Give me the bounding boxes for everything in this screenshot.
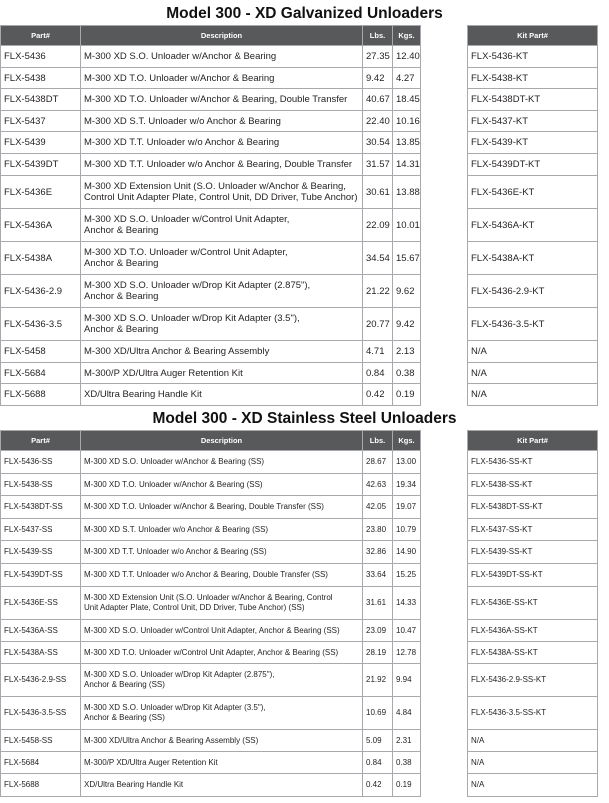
table-row [1,474,421,496]
part-number-cell: FLX-5458 [1,341,81,363]
weight-kgs-cell: 15.25 [393,564,421,587]
table-row [1,587,421,620]
description-cell: M-300 XD S.O. Unloader w/Drop Kit Adapter (2.875"), Anchor & Bearing [81,275,363,308]
stainless-title: Model 300 - XD Stainless Steel Unloaders [152,410,457,427]
weight-kgs-cell: 10.47 [393,620,421,642]
weight-lbs-cell: 30.61 [363,176,393,209]
table-row [468,68,598,89]
kit-part-cell: N/A [468,384,598,406]
weight-kgs-cell: 14.90 [393,541,421,564]
weight-kgs-cell: 19.34 [393,474,421,496]
table-row [468,541,598,564]
description-cell: M-300 XD Extension Unit (S.O. Unloader w/Anchor & Bearing, Control Unit Adapter Plate, Control Unit, DD Driver, Tube Anchor) (SS) [81,587,363,620]
kit-part-cell: FLX-5436-2.9-KT [468,275,598,308]
lbs-header: Lbs. [363,26,393,46]
weight-kgs-cell: 10.79 [393,519,421,541]
table-row [1,496,421,519]
kit-part-cell: FLX-5436-KT [468,46,598,68]
kit-part-cell: FLX-5436E-KT [468,176,598,209]
weight-lbs-cell: 0.42 [363,774,393,797]
weight-lbs-cell: 23.80 [363,519,393,541]
part-number-cell: FLX-5436 [1,46,81,68]
weight-kgs-cell: 18.45 [393,89,421,111]
table-row [468,752,598,774]
galvanized-title: Model 300 - XD Galvanized Unloaders [166,5,443,22]
table-row [468,46,598,68]
weight-kgs-cell: 9.94 [393,664,421,697]
table-row [468,341,598,363]
table-row [1,242,421,275]
description-cell: M-300 XD T.O. Unloader w/Control Unit Adapter, Anchor & Bearing [81,242,363,275]
part-number-cell: FLX-5436E [1,176,81,209]
weight-lbs-cell: 28.19 [363,642,393,664]
description-cell: XD/Ultra Bearing Handle Kit [81,384,363,406]
part-number-cell: FLX-5439 [1,132,81,154]
description-cell: M-300 XD T.T. Unloader w/o Anchor & Bearing (SS) [81,541,363,564]
table-row [468,275,598,308]
part-number-cell: FLX-5437 [1,111,81,132]
weight-lbs-cell: 34.54 [363,242,393,275]
table-row [468,474,598,496]
part-number-cell: FLX-5436-2.9 [1,275,81,308]
table-row [1,176,421,209]
weight-lbs-cell: 42.05 [363,496,393,519]
kit-part-cell: FLX-5437-KT [468,111,598,132]
table-row [1,154,421,176]
weight-lbs-cell: 30.54 [363,132,393,154]
kit-part-header: Kit Part# [468,431,598,451]
table-row [1,697,421,730]
weight-kgs-cell: 4.27 [393,68,421,89]
kit-part-cell: FLX-5438-SS-KT [468,474,598,496]
weight-lbs-cell: 0.84 [363,752,393,774]
weight-lbs-cell: 33.64 [363,564,393,587]
table-row [468,451,598,474]
kit-part-cell: FLX-5438-KT [468,68,598,89]
weight-kgs-cell: 13.85 [393,132,421,154]
weight-kgs-cell: 12.78 [393,642,421,664]
part-number-cell: FLX-5688 [1,384,81,406]
table-row [1,384,421,406]
table-row [468,697,598,730]
table-row [1,564,421,587]
table-row [468,564,598,587]
description-cell: M-300 XD S.O. Unloader w/Anchor & Bearing [81,46,363,68]
table-row [468,308,598,341]
description-cell: M-300 XD T.T. Unloader w/o Anchor & Bearing, Double Transfer [81,154,363,176]
table-row [1,46,421,68]
table-row [1,89,421,111]
kit-part-cell: FLX-5436-3.5-SS-KT [468,697,598,730]
part-number-cell: FLX-5436E-SS [1,587,81,620]
weight-kgs-cell: 13.00 [393,451,421,474]
kit-part-cell: FLX-5438A-SS-KT [468,642,598,664]
description-cell: M-300 XD T.O. Unloader w/Anchor & Bearing, Double Transfer (SS) [81,496,363,519]
weight-kgs-cell: 10.01 [393,209,421,242]
lbs-header: Lbs. [363,431,393,451]
weight-lbs-cell: 27.35 [363,46,393,68]
weight-lbs-cell: 5.09 [363,730,393,752]
part-number-cell: FLX-5439DT-SS [1,564,81,587]
description-cell: M-300 XD/Ultra Anchor & Bearing Assembly (SS) [81,730,363,752]
weight-kgs-cell: 12.40 [393,46,421,68]
stainless-kit-table [467,430,598,797]
part-number-cell: FLX-5436-SS [1,451,81,474]
table-row [468,664,598,697]
weight-kgs-cell: 15.67 [393,242,421,275]
description-cell: M-300 XD Extension Unit (S.O. Unloader w/Anchor & Bearing, Control Unit Adapter Plate, Control Unit, DD Driver, Tube Anchor) [81,176,363,209]
table-row [1,519,421,541]
table-row [468,730,598,752]
table-row [468,642,598,664]
part-number-cell: FLX-5439-SS [1,541,81,564]
kit-part-cell: FLX-5436A-SS-KT [468,620,598,642]
description-cell: M-300 XD S.O. Unloader w/Drop Kit Adapter (3.5"), Anchor & Bearing (SS) [81,697,363,730]
galvanized-kit-table [467,25,598,406]
weight-kgs-cell: 0.38 [393,752,421,774]
table-row [1,111,421,132]
kit-part-header: Kit Part# [468,26,598,46]
table-row [468,384,598,406]
table-row [1,308,421,341]
description-cell: XD/Ultra Bearing Handle Kit [81,774,363,797]
part-number-cell: FLX-5436-3.5 [1,308,81,341]
description-cell: M-300 XD S.O. Unloader w/Drop Kit Adapter (3.5"), Anchor & Bearing [81,308,363,341]
part-number-cell: FLX-5684 [1,363,81,384]
table-row [468,89,598,111]
weight-lbs-cell: 0.84 [363,363,393,384]
weight-lbs-cell: 20.77 [363,308,393,341]
weight-kgs-cell: 2.31 [393,730,421,752]
page-corner-mark [575,0,605,4]
part-number-cell: FLX-5438A-SS [1,642,81,664]
weight-lbs-cell: 31.61 [363,587,393,620]
table-row [468,176,598,209]
weight-kgs-cell: 10.16 [393,111,421,132]
description-cell: M-300 XD S.O. Unloader w/Drop Kit Adapter (2.875"), Anchor & Bearing (SS) [81,664,363,697]
weight-lbs-cell: 23.09 [363,620,393,642]
weight-kgs-cell: 14.31 [393,154,421,176]
part-header: Part# [1,431,81,451]
kit-part-cell: N/A [468,363,598,384]
part-number-cell: FLX-5436A-SS [1,620,81,642]
description-cell: M-300/P XD/Ultra Auger Retention Kit [81,363,363,384]
table-row [1,275,421,308]
part-number-cell: FLX-5438 [1,68,81,89]
kit-part-cell: FLX-5436-3.5-KT [468,308,598,341]
weight-lbs-cell: 28.67 [363,451,393,474]
weight-lbs-cell: 0.42 [363,384,393,406]
table-row [1,730,421,752]
kit-part-cell: N/A [468,341,598,363]
weight-lbs-cell: 9.42 [363,68,393,89]
description-cell: M-300 XD S.T. Unloader w/o Anchor & Bearing [81,111,363,132]
table-row [1,132,421,154]
part-number-cell: FLX-5438DT-SS [1,496,81,519]
galvanized-kit-header-row [468,26,598,46]
kit-part-cell: N/A [468,774,598,797]
weight-kgs-cell: 14.33 [393,587,421,620]
kgs-header: Kgs. [393,431,421,451]
kit-part-cell: FLX-5436-SS-KT [468,451,598,474]
part-number-cell: FLX-5438A [1,242,81,275]
kit-part-cell: N/A [468,752,598,774]
kit-part-cell: FLX-5436E-SS-KT [468,587,598,620]
table-row [1,642,421,664]
part-number-cell: FLX-5437-SS [1,519,81,541]
kit-part-cell: FLX-5436A-KT [468,209,598,242]
table-row [1,774,421,797]
weight-kgs-cell: 0.38 [393,363,421,384]
kit-part-cell: FLX-5437-SS-KT [468,519,598,541]
kit-part-cell: FLX-5439-KT [468,132,598,154]
part-number-cell: FLX-5438DT [1,89,81,111]
table-row [1,664,421,697]
stainless-kit-header-row [468,431,598,451]
description-cell: M-300 XD T.O. Unloader w/Anchor & Bearing, Double Transfer [81,89,363,111]
description-cell: M-300 XD S.O. Unloader w/Control Unit Adapter, Anchor & Bearing (SS) [81,620,363,642]
weight-lbs-cell: 4.71 [363,341,393,363]
weight-kgs-cell: 0.19 [393,774,421,797]
weight-kgs-cell: 19.07 [393,496,421,519]
table-row [468,154,598,176]
part-number-cell: FLX-5684 [1,752,81,774]
stainless-table [0,430,421,797]
weight-kgs-cell: 9.42 [393,308,421,341]
description-cell: M-300 XD T.T. Unloader w/o Anchor & Bearing, Double Transfer (SS) [81,564,363,587]
description-cell: M-300/P XD/Ultra Auger Retention Kit [81,752,363,774]
description-cell: M-300 XD S.T. Unloader w/o Anchor & Bearing (SS) [81,519,363,541]
part-header: Part# [1,26,81,46]
weight-kgs-cell: 9.62 [393,275,421,308]
part-number-cell: FLX-5458-SS [1,730,81,752]
part-number-cell: FLX-5436-2.9-SS [1,664,81,697]
table-row [468,209,598,242]
description-cell: M-300 XD T.T. Unloader w/o Anchor & Bearing [81,132,363,154]
part-number-cell: FLX-5438-SS [1,474,81,496]
weight-lbs-cell: 21.22 [363,275,393,308]
weight-kgs-cell: 13.88 [393,176,421,209]
kit-part-cell: FLX-5438DT-SS-KT [468,496,598,519]
table-row [468,519,598,541]
description-cell: M-300 XD T.O. Unloader w/Anchor & Bearing [81,68,363,89]
table-row [1,620,421,642]
part-number-cell: FLX-5439DT [1,154,81,176]
table-row [1,209,421,242]
kit-part-cell: FLX-5436-2.9-SS-KT [468,664,598,697]
description-cell: M-300 XD/Ultra Anchor & Bearing Assembly [81,341,363,363]
table-row [1,341,421,363]
weight-lbs-cell: 32.86 [363,541,393,564]
weight-lbs-cell: 22.40 [363,111,393,132]
weight-kgs-cell: 4.84 [393,697,421,730]
stainless-header-row [1,431,421,451]
description-cell: M-300 XD S.O. Unloader w/Anchor & Bearing (SS) [81,451,363,474]
table-row [468,774,598,797]
table-row [1,68,421,89]
weight-lbs-cell: 10.69 [363,697,393,730]
table-row [1,752,421,774]
weight-kgs-cell: 0.19 [393,384,421,406]
part-number-cell: FLX-5436A [1,209,81,242]
table-row [468,587,598,620]
table-row [1,541,421,564]
table-row [468,111,598,132]
kit-part-cell: FLX-5438A-KT [468,242,598,275]
kit-part-cell: N/A [468,730,598,752]
weight-lbs-cell: 31.57 [363,154,393,176]
table-row [468,242,598,275]
table-row [468,363,598,384]
description-header: Description [81,26,363,46]
kit-part-cell: FLX-5439DT-KT [468,154,598,176]
description-header: Description [81,431,363,451]
kit-part-cell: FLX-5438DT-KT [468,89,598,111]
part-number-cell: FLX-5688 [1,774,81,797]
part-number-cell: FLX-5436-3.5-SS [1,697,81,730]
table-row [468,496,598,519]
weight-lbs-cell: 42.63 [363,474,393,496]
kit-part-cell: FLX-5439DT-SS-KT [468,564,598,587]
galvanized-table [0,25,421,406]
weight-lbs-cell: 40.67 [363,89,393,111]
weight-kgs-cell: 2.13 [393,341,421,363]
weight-lbs-cell: 21.92 [363,664,393,697]
kit-part-cell: FLX-5439-SS-KT [468,541,598,564]
description-cell: M-300 XD T.O. Unloader w/Anchor & Bearing (SS) [81,474,363,496]
table-row [468,132,598,154]
galvanized-header-row [1,26,421,46]
kgs-header: Kgs. [393,26,421,46]
table-row [1,451,421,474]
weight-lbs-cell: 22.09 [363,209,393,242]
table-row [468,620,598,642]
table-row [1,363,421,384]
description-cell: M-300 XD S.O. Unloader w/Control Unit Adapter, Anchor & Bearing [81,209,363,242]
description-cell: M-300 XD T.O. Unloader w/Control Unit Adapter, Anchor & Bearing (SS) [81,642,363,664]
